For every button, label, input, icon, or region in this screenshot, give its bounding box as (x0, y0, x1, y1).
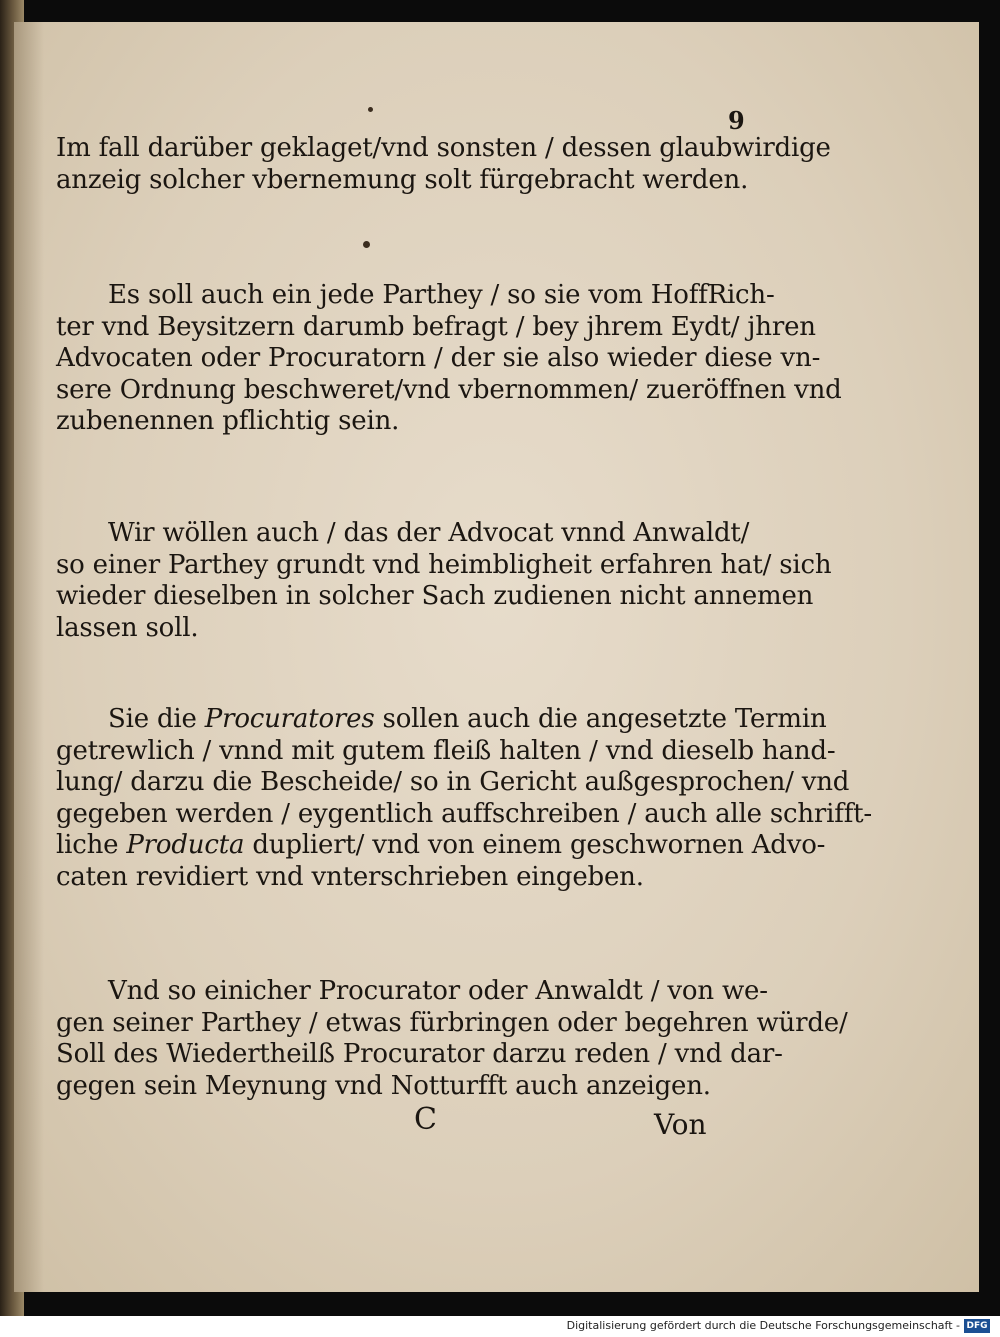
text-line: Es soll auch ein jede Parthey / so sie vom HoffRich- (108, 280, 775, 310)
text-run: Sie die (108, 704, 205, 734)
text-line: Wir wöllen auch / das der Advocat vnnd Anwaldt/ (108, 518, 750, 548)
text-line: gegeben werden / eygentlich auffschreiben / auch alle schrifft- (56, 798, 872, 829)
text-line: sere Ordnung beschweret/vnd vbernommen/ zueröffnen vnd (56, 374, 842, 405)
ink-speck (368, 107, 373, 112)
paragraph-1 (56, 133, 831, 196)
text-run: dupliert/ vnd von einem geschwornen Advo- (244, 830, 826, 860)
paragraph-2 (56, 280, 842, 438)
signature-mark: C (414, 1102, 437, 1137)
text-line: Soll des Wiedertheilß Procurator darzu reden / vnd dar- (56, 1039, 783, 1069)
text-line: so einer Parthey grundt vnd heimbligheit erfahren hat/ sich (56, 549, 832, 580)
funding-credit: Digitalisierung gefördert durch die Deutsche Forschungsgemeinschaft - (566, 1319, 960, 1332)
folio-number: 9 (728, 106, 745, 135)
text-line (56, 830, 826, 862)
ink-speck (363, 241, 370, 248)
text-line: Vnd so einicher Procurator oder Anwaldt / von we- (108, 976, 768, 1006)
text-line: zubenennen pflichtig sein. (56, 406, 400, 436)
paragraph-3 (56, 518, 832, 644)
text-line: Advocaten oder Procuratorn / der sie also wieder diese vn- (56, 343, 821, 373)
text-line: lassen soll. (56, 612, 199, 643)
dfg-logo-icon: DFG (964, 1319, 990, 1333)
paragraph-4 (56, 704, 872, 893)
text-run: sollen auch die angesetzte Termin (374, 704, 827, 734)
text-run: liche (56, 830, 127, 860)
text-line: lung/ darzu die Bescheide/ so in Gericht außgesprochen/ vnd (56, 767, 850, 797)
text-line (56, 704, 827, 736)
text-line: gegen sein Meynung vnd Notturfft auch anzeigen. (56, 1070, 711, 1101)
text-line: ter vnd Beysitzern darumb befragt / bey jhrem Eydt/ jhren (56, 311, 816, 342)
text-line: caten revidiert vnd vnterschrieben eingeben. (56, 861, 644, 892)
catchword: Von (654, 1108, 707, 1141)
text-line: anzeig solcher vbernemung solt fürgebracht werden. (56, 164, 749, 195)
text-line: gen seiner Parthey / etwas fürbringen oder begehren würde/ (56, 1007, 848, 1038)
paragraph-5 (56, 976, 848, 1102)
latin-term: Producta (126, 830, 245, 860)
text-line: getrewlich / vnnd mit gutem fleiß halten / vnd dieselb hand- (56, 735, 836, 766)
latin-term: Procuratores (204, 704, 375, 734)
text-line: wieder dieselben in solcher Sach zudienen nicht annemen (56, 581, 814, 611)
text-line: Im fall darüber geklaget/vnd sonsten / dessen glaubwirdige (56, 133, 831, 163)
footer-bar (0, 1316, 1000, 1337)
book-page (14, 22, 979, 1292)
